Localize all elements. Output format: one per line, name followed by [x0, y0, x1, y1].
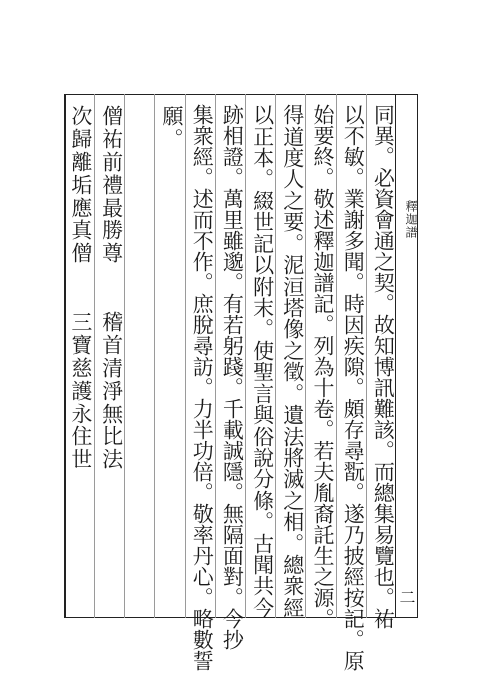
- glyph: 清: [99, 356, 124, 378]
- glyph: 雖: [220, 230, 245, 251]
- glyph: 十: [310, 377, 335, 398]
- glyph: 僧: [99, 104, 124, 126]
- glyph: 源: [310, 587, 335, 608]
- glyph: 之: [280, 189, 305, 211]
- glyph: 。: [341, 377, 366, 398]
- glyph: 集: [190, 104, 215, 125]
- glyph: 以: [250, 254, 275, 276]
- text-column: [124, 94, 154, 618]
- glyph: 遂: [341, 503, 366, 524]
- glyph: 述: [190, 188, 215, 209]
- glyph: 躬: [220, 335, 245, 356]
- glyph: 披: [341, 545, 366, 566]
- glyph: 。: [250, 511, 275, 533]
- glyph: 人: [280, 168, 305, 190]
- glyph: 。: [159, 127, 184, 149]
- glyph: 迦: [310, 251, 335, 272]
- glyph: 之: [280, 339, 305, 361]
- glyph: 半: [190, 419, 215, 440]
- glyph: 契: [371, 272, 396, 293]
- glyph: 得: [280, 104, 305, 126]
- glyph: 功: [190, 440, 215, 461]
- glyph: 集: [371, 503, 396, 524]
- glyph: 。: [341, 272, 366, 293]
- glyph: 。: [310, 314, 335, 335]
- glyph: 同: [371, 104, 396, 125]
- glyph: 分: [250, 468, 275, 490]
- glyph: 隔: [220, 524, 245, 545]
- glyph: 。: [341, 629, 366, 650]
- glyph: 誠: [220, 440, 245, 461]
- glyph: 聞: [341, 251, 366, 272]
- glyph: 作: [190, 251, 215, 272]
- glyph: 聞: [250, 554, 275, 576]
- glyph: 說: [250, 446, 275, 468]
- glyph: 勝: [99, 219, 124, 241]
- glyph: 垢: [68, 173, 93, 195]
- text-column: [94, 94, 124, 618]
- glyph: 面: [220, 545, 245, 566]
- glyph: 經: [280, 596, 305, 618]
- glyph: 託: [310, 524, 335, 545]
- glyph: 要: [280, 211, 305, 233]
- glyph: 異: [371, 125, 396, 146]
- glyph: 以: [341, 104, 366, 125]
- glyph: 本: [250, 147, 275, 169]
- glyph: 尋: [341, 440, 366, 461]
- glyph: 。: [190, 377, 215, 398]
- glyph: 原: [341, 650, 366, 671]
- glyph: 通: [371, 230, 396, 251]
- glyph: 為: [310, 356, 335, 377]
- glyph: 。: [220, 377, 245, 398]
- page-margin-strip: [396, 94, 418, 618]
- glyph: 前: [99, 150, 124, 172]
- glyph: 。: [341, 482, 366, 503]
- glyph: 住: [68, 425, 93, 447]
- glyph: 故: [371, 314, 396, 335]
- glyph: 徵: [280, 361, 305, 383]
- glyph: 。: [220, 482, 245, 503]
- text-column: [336, 94, 366, 671]
- glyph: 禮: [99, 173, 124, 195]
- glyph: 。: [190, 167, 215, 188]
- glyph: 滅: [280, 468, 305, 490]
- glyph: 隙: [341, 356, 366, 377]
- glyph: 存: [341, 419, 366, 440]
- glyph: 若: [220, 314, 245, 335]
- glyph: 生: [310, 545, 335, 566]
- glyph: 。: [371, 440, 396, 461]
- glyph: 末: [250, 297, 275, 318]
- text-column: [275, 94, 305, 618]
- glyph: 比: [99, 425, 124, 447]
- glyph: 不: [190, 230, 215, 251]
- glyph: 翫: [341, 461, 366, 482]
- glyph: 始: [310, 104, 335, 125]
- glyph: 列: [310, 335, 335, 356]
- glyph: 首: [99, 333, 124, 355]
- glyph: 夫: [310, 461, 335, 482]
- glyph: 無: [220, 503, 245, 524]
- glyph: 。: [190, 587, 215, 608]
- glyph: 胤: [310, 482, 335, 503]
- glyph: 相: [220, 125, 245, 146]
- glyph: 。: [220, 272, 245, 293]
- glyph: 必: [371, 167, 396, 188]
- glyph: 離: [68, 150, 93, 172]
- glyph: 。: [371, 146, 396, 167]
- glyph: 訊: [371, 377, 396, 398]
- glyph: 心: [190, 566, 215, 587]
- glyph: 無: [99, 402, 124, 424]
- glyph: 敏: [341, 146, 366, 167]
- glyph: 像: [280, 318, 305, 340]
- glyph: 千: [220, 398, 245, 419]
- glyph: 丹: [190, 545, 215, 566]
- glyph: 。: [250, 168, 275, 190]
- glyph: 三: [68, 310, 93, 332]
- glyph: 最: [99, 196, 124, 218]
- page-number: 二: [397, 589, 416, 605]
- glyph: 敬: [310, 188, 335, 209]
- glyph: 。: [190, 272, 215, 293]
- glyph: 附: [250, 275, 275, 297]
- glyph: 載: [220, 419, 245, 440]
- glyph: 而: [190, 209, 215, 230]
- glyph: 總: [371, 482, 396, 503]
- glyph: 有: [220, 293, 245, 314]
- book-title: 釋迦譜: [404, 200, 418, 239]
- glyph: 記: [310, 293, 335, 314]
- glyph: 業: [341, 188, 366, 209]
- glyph: 若: [310, 440, 335, 461]
- glyph: 不: [341, 125, 366, 146]
- glyph: 疾: [341, 335, 366, 356]
- glyph: 。: [310, 419, 335, 440]
- glyph: 正: [250, 125, 275, 147]
- glyph: 之: [310, 566, 335, 587]
- text-column: [185, 94, 215, 671]
- glyph: 慈: [68, 356, 93, 378]
- glyph: 資: [371, 188, 396, 209]
- glyph: 。: [220, 167, 245, 188]
- glyph: 。: [341, 167, 366, 188]
- glyph: [66, 287, 92, 310]
- glyph: 易: [371, 524, 396, 545]
- glyph: 要: [310, 125, 335, 146]
- glyph: 道: [280, 125, 305, 147]
- glyph: 抄: [220, 629, 245, 650]
- text-column: [64, 94, 94, 618]
- glyph: 里: [220, 209, 245, 230]
- glyph: 誓: [190, 650, 215, 671]
- glyph: 祐: [99, 127, 124, 149]
- glyph: 聖: [250, 361, 275, 383]
- glyph: 。: [190, 482, 215, 503]
- glyph: 祐: [371, 608, 396, 629]
- text-column: [245, 94, 275, 618]
- glyph: 跡: [220, 104, 245, 125]
- glyph: 。: [280, 232, 305, 254]
- glyph: 歸: [68, 127, 93, 149]
- glyph: 因: [341, 314, 366, 335]
- glyph: 衆: [280, 575, 305, 597]
- glyph: 護: [68, 379, 93, 401]
- glyph: 淨: [99, 379, 124, 401]
- glyph: 條: [250, 489, 275, 511]
- glyph: 法: [99, 448, 124, 470]
- glyph: 裔: [310, 503, 335, 524]
- glyph: 庶: [190, 293, 215, 314]
- glyph: [97, 264, 123, 287]
- glyph: 終: [310, 146, 335, 167]
- glyph: 之: [371, 251, 396, 272]
- glyph: 。: [250, 318, 275, 340]
- glyph: 度: [280, 147, 305, 169]
- glyph: 而: [371, 461, 396, 482]
- glyph: 數: [190, 629, 215, 650]
- glyph: 脫: [190, 314, 215, 335]
- glyph: 該: [371, 419, 396, 440]
- glyph: 與: [250, 404, 275, 426]
- glyph: 寶: [68, 333, 93, 355]
- glyph: 今: [220, 608, 245, 629]
- glyph: 敬: [190, 503, 215, 524]
- glyph: 時: [341, 293, 366, 314]
- glyph: 證: [220, 146, 245, 167]
- text-column: [366, 94, 396, 629]
- glyph: 塔: [280, 297, 305, 318]
- glyph: 衆: [190, 125, 215, 146]
- glyph: 釋: [310, 230, 335, 251]
- glyph: 僧: [68, 242, 93, 264]
- glyph: 對: [220, 566, 245, 587]
- glyph: 覽: [371, 545, 396, 566]
- glyph: 多: [341, 230, 366, 251]
- glyph: 會: [371, 209, 396, 230]
- glyph: [97, 287, 123, 310]
- glyph: 訪: [190, 356, 215, 377]
- glyph: 世: [250, 211, 275, 233]
- glyph: 願: [159, 104, 184, 126]
- glyph: 將: [280, 446, 305, 468]
- glyph: 綴: [250, 189, 275, 211]
- glyph: 謝: [341, 209, 366, 230]
- glyph: 難: [371, 398, 396, 419]
- glyph: 力: [190, 398, 215, 419]
- glyph: 述: [310, 209, 335, 230]
- glyph: 邈: [220, 251, 245, 272]
- glyph: 譜: [310, 272, 335, 293]
- glyph: 知: [371, 335, 396, 356]
- glyph: 經: [341, 566, 366, 587]
- glyph: 尋: [190, 335, 215, 356]
- glyph: 洹: [280, 275, 305, 297]
- glyph: 永: [68, 402, 93, 424]
- glyph: 記: [341, 608, 366, 629]
- glyph: 法: [280, 425, 305, 447]
- glyph: 相: [280, 511, 305, 533]
- glyph: 以: [250, 104, 275, 126]
- glyph: 使: [250, 339, 275, 361]
- glyph: 共: [250, 575, 275, 597]
- glyph: 。: [280, 532, 305, 554]
- glyph: 按: [341, 587, 366, 608]
- glyph: 。: [371, 293, 396, 314]
- glyph: 。: [280, 382, 305, 404]
- glyph: 總: [280, 554, 305, 576]
- glyph: 頗: [341, 398, 366, 419]
- text-column: [305, 94, 335, 629]
- glyph: 泥: [280, 254, 305, 276]
- glyph: 乃: [341, 524, 366, 545]
- glyph: 遺: [280, 404, 305, 426]
- glyph: 應: [68, 196, 93, 218]
- glyph: 次: [68, 104, 93, 126]
- glyph: 稽: [99, 310, 124, 332]
- glyph: 。: [220, 587, 245, 608]
- glyph: 古: [250, 532, 275, 554]
- glyph: 俗: [250, 425, 275, 447]
- glyph: [66, 264, 92, 287]
- glyph: 之: [280, 489, 305, 511]
- glyph: 踐: [220, 356, 245, 377]
- glyph: 言: [250, 382, 275, 404]
- glyph: 卷: [310, 398, 335, 419]
- glyph: 記: [250, 232, 275, 254]
- glyph: 略: [190, 608, 215, 629]
- glyph: 倍: [190, 461, 215, 482]
- text-column: [215, 94, 245, 650]
- glyph: 率: [190, 524, 215, 545]
- glyph: 經: [190, 146, 215, 167]
- glyph: 。: [371, 587, 396, 608]
- text-column: [154, 94, 184, 618]
- glyph: 真: [68, 219, 93, 241]
- glyph: 博: [371, 356, 396, 377]
- glyph: 尊: [99, 242, 124, 264]
- glyph: 也: [371, 566, 396, 587]
- glyph: 世: [68, 448, 93, 470]
- glyph: 隱: [220, 461, 245, 482]
- glyph: 。: [310, 608, 335, 629]
- glyph: 萬: [220, 188, 245, 209]
- glyph: 今: [250, 596, 275, 618]
- glyph: 。: [310, 167, 335, 188]
